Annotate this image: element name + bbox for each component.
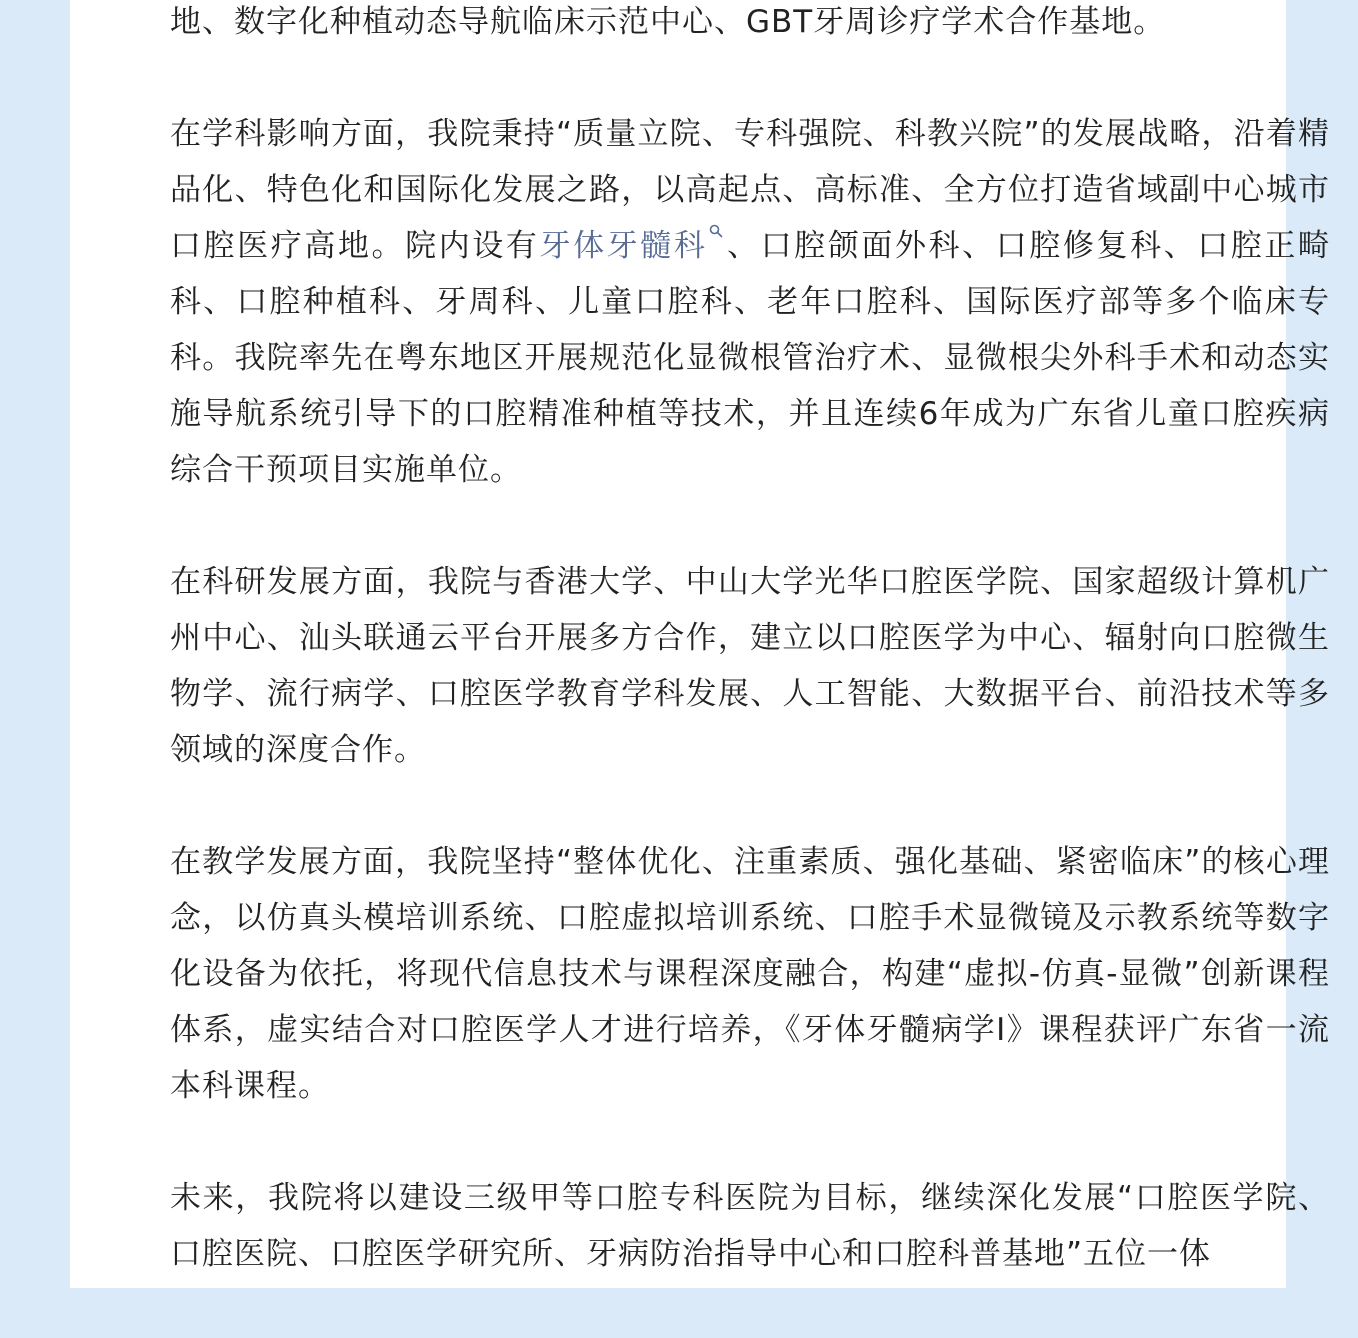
paragraph-future: 未来，我院将以建设三级甲等口腔专科医院为目标，继续深化发展“口腔医学院、口腔医院、口腔医学研究所、牙病防治指导中心和口腔科普基地”五位一体 bbox=[170, 1180, 1330, 1272]
paragraph-honors-end: 地、数字化种植动态导航临床示范中心、GBT牙周诊疗学术合作基地。 bbox=[170, 4, 1166, 40]
paragraph-text: 、口腔颌面外科、口腔修复科、口腔正畸科、口腔种植科、牙周科、儿童口腔科、老年口腔科、国际医疗部等多个临床专科。我院率先在粤东地区开展规范化显微根管治疗术、显微根尖外科手术和动态实施导航系统引导下的口腔精准种植等技术，并且连续6年成为广东省儿童口腔疾病综合干预项目实施单位。 bbox=[170, 228, 1331, 488]
article-body bbox=[170, 0, 1330, 1338]
paragraph-teaching: 在教学发展方面，我院坚持“整体优化、注重素质、强化基础、紧密临床”的核心理念，以仿真头模培训系统、口腔虚拟培训系统、口腔手术显微镜及示教系统等数字化设备为依托，将现代信息技术与课程深度融合，构建“虚拟-仿真-显微”创新课程体系，虚实结合对口腔医学人才进行培养，《牙体牙髓病学Ⅰ》课程获评广东省一流本科课程。 bbox=[170, 844, 1330, 1104]
paragraph-text: 在学科影响方面，我院秉持“质量立院、专科强院、科教兴院”的发展战略，沿着精品化、特色化和国际化发展之路，以高起点、高标准、全方位打造省域副中心城市口腔医疗高地。院内设有 bbox=[170, 116, 1330, 264]
paragraph-research: 在科研发展方面，我院与香港大学、中山大学光华口腔医学院、国家超级计算机广州中心、汕头联通云平台开展多方合作，建立以口腔医学为中心、辐射向口腔微生物学、流行病学、口腔医学教育学科发展、人工智能、大数据平台、前沿技术等多领域的深度合作。 bbox=[170, 564, 1330, 768]
paragraph-discipline-influence bbox=[170, 106, 1330, 498]
article-page bbox=[70, 0, 1331, 1288]
endodontics-link[interactable]: 牙体牙髓科 bbox=[539, 228, 708, 264]
search-icon[interactable] bbox=[709, 224, 723, 238]
